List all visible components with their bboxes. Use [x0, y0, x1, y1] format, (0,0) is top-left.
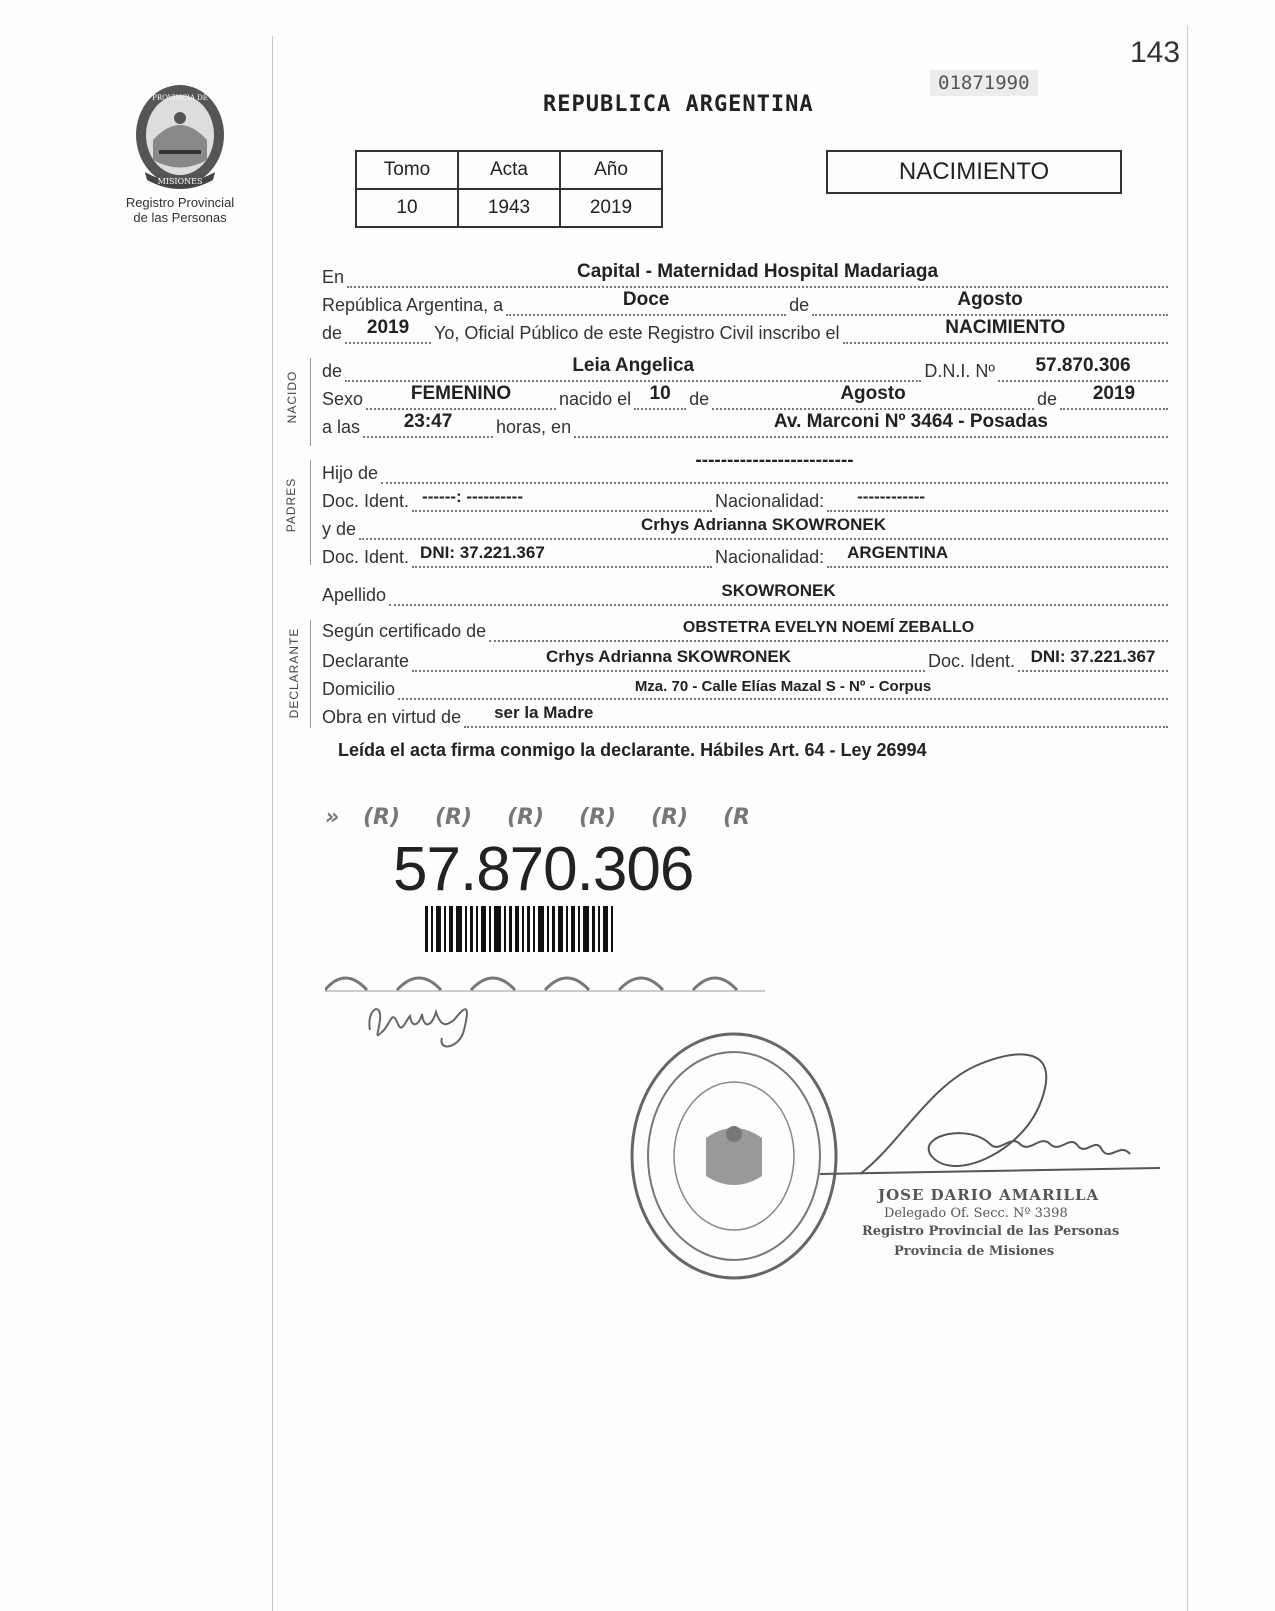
sexo-value: FEMENINO [410, 383, 512, 404]
record-table-value-row [356, 189, 662, 227]
provincial-shield-icon [125, 80, 235, 190]
svg-text:»: » [325, 805, 340, 830]
apellido-label: Apellido [322, 585, 387, 605]
security-pattern-top [325, 800, 765, 830]
en-label: En [322, 267, 345, 287]
official-role: Delegado Of. Secc. Nº 3398 [884, 1206, 1068, 1221]
birth-year-value: 2019 [1092, 383, 1136, 404]
oficial-text: Yo, Oficial Público de este Registro Civil inscribo el [434, 323, 840, 343]
record-value-tomo: 10 [356, 189, 458, 227]
record-type-box: NACIMIENTO [826, 150, 1122, 194]
en-field [347, 261, 1168, 288]
section-label-nacido: NACIDO [285, 370, 299, 424]
serial-stamp: 01871990 [930, 70, 1038, 96]
obra-value: ser la Madre [494, 703, 594, 722]
form-line-year [322, 317, 1171, 344]
form-line-doc1 [322, 488, 1171, 512]
doc2-value: DNI: 37.221.367 [420, 543, 545, 562]
place-value: Av. Marconi Nº 3464 - Posadas [773, 411, 1048, 432]
apellido-value: SKOWRONEK [721, 581, 836, 600]
svg-text:(R): (R) [435, 805, 473, 830]
hijo-de-label: Hijo de [322, 463, 379, 483]
nac1-label: Nacionalidad: [715, 491, 825, 511]
page-number: 143 [1130, 36, 1181, 69]
birth-year-field [1060, 383, 1168, 410]
left-margin-line [272, 36, 273, 1611]
security-pattern-bottom [325, 962, 765, 992]
form-line-hora [322, 411, 1171, 438]
form-line-declarante [322, 648, 1171, 672]
month-field [812, 289, 1168, 316]
form-line-nombre [322, 355, 1171, 382]
doc2-field [412, 543, 712, 568]
declarante-field [412, 647, 925, 672]
dni-field [998, 355, 1168, 382]
nac2-label: Nacionalidad: [715, 547, 825, 567]
country-title: REPUBLICA ARGENTINA [543, 92, 814, 117]
svg-text:(R): (R) [363, 805, 401, 830]
dni-value: 57.870.306 [1035, 355, 1131, 376]
official-office: Registro Provincial de las Personas [862, 1224, 1120, 1239]
official-province: Provincia de Misiones [894, 1244, 1055, 1259]
barcode-icon [425, 906, 765, 952]
declarante-doc-label: Doc. Ident. [927, 651, 1015, 671]
svg-text:(R: (R [723, 805, 750, 830]
certificado-value: OBSTETRA EVELYN NOEMÍ ZEBALLO [682, 619, 975, 636]
certificado-field [489, 620, 1168, 642]
registered-mark-pattern-icon [325, 800, 765, 830]
obra-field [464, 703, 1168, 728]
nac1-value: ------------ [857, 487, 926, 506]
form-line-republica [322, 289, 1171, 316]
padres-bracket [310, 460, 311, 565]
svg-text:(R): (R) [507, 805, 545, 830]
registry-label-line2: de las Personas [133, 210, 227, 225]
day-value: Doce [622, 289, 670, 310]
birth-month-value: Agosto [840, 383, 906, 404]
nombre-label: de [322, 361, 343, 381]
inscribo-value: NACIMIENTO [945, 317, 1066, 338]
doc1-value: ------: ---------- [422, 487, 524, 506]
nombre-field [345, 355, 921, 382]
declarante-bracket [310, 620, 311, 728]
record-header-tomo: Tomo [356, 151, 458, 189]
birth-de-label: de [689, 389, 710, 409]
year-value: 2019 [366, 317, 410, 338]
birth-day-field [634, 383, 686, 410]
form-line-apellido [322, 582, 1171, 606]
nac2-value: ARGENTINA [847, 543, 949, 562]
dni-large-number: 57.870.306 [393, 835, 694, 904]
hora-field [363, 411, 493, 438]
domicilio-field [398, 678, 1168, 700]
hora-value: 23:47 [403, 411, 453, 432]
declarant-signature-icon [362, 990, 492, 1060]
official-name: JOSE DARIO AMARILLA [878, 1186, 1100, 1204]
month-value: Agosto [957, 289, 1023, 310]
svg-text:PROVINCIA DE: PROVINCIA DE [152, 94, 208, 102]
form-line-en [322, 261, 1171, 288]
section-label-padres: PADRES [284, 477, 298, 533]
de-label: de [789, 295, 810, 315]
nacido-label: nacido el [559, 389, 632, 409]
birth-month-field [712, 383, 1034, 410]
declarante-value: Crhys Adrianna SKOWRONEK [546, 647, 791, 666]
form-line-domicilio [322, 676, 1171, 700]
y-de-field [359, 515, 1168, 540]
dni-sticker [325, 800, 765, 992]
form-line-hijo-de [322, 450, 1171, 484]
record-table [355, 150, 663, 228]
republica-label: República Argentina, a [322, 295, 504, 315]
fingerprint-pattern-icon [325, 962, 765, 992]
record-value-acta: 1943 [458, 189, 560, 227]
certificado-label: Según certificado de [322, 621, 487, 641]
declarante-label: Declarante [322, 651, 410, 671]
hijo-de-value: ------------------------- [695, 450, 854, 471]
doc2-label: Doc. Ident. [322, 547, 410, 567]
day-field [506, 289, 786, 316]
form-line-sexo [322, 383, 1171, 410]
horas-label: horas, en [496, 417, 572, 437]
registry-logo [110, 80, 250, 225]
y-de-label: y de [322, 519, 357, 539]
record-header-acta: Acta [458, 151, 560, 189]
nombre-value: Leia Angelica [572, 355, 695, 376]
apellido-field [389, 581, 1168, 606]
domicilio-value: Mza. 70 - Calle Elías Mazal S - Nº - Corpus [634, 678, 932, 695]
nac2-field [827, 543, 1168, 568]
year-field [345, 317, 431, 344]
section-label-declarante: DECLARANTE [287, 627, 301, 719]
form-line-doc2 [322, 544, 1171, 568]
svg-text:MISIONES: MISIONES [157, 177, 203, 186]
sexo-label: Sexo [322, 389, 364, 409]
birth-de2-label: de [1036, 389, 1057, 409]
nac1-field [827, 487, 1168, 512]
sexo-field [366, 383, 556, 410]
closing-statement: Leída el acta firma conmigo la declarante. Hábiles Art. 64 - Ley 26994 [338, 740, 927, 760]
en-value: Capital - Maternidad Hospital Madariaga [576, 261, 939, 282]
record-table-header-row [356, 151, 662, 189]
place-field [574, 411, 1168, 438]
hora-label: a las [322, 417, 361, 437]
right-margin-line [1187, 26, 1188, 1611]
registry-label-line1: Registro Provincial [125, 195, 235, 210]
doc1-field [412, 487, 712, 512]
declarante-doc-value: DNI: 37.221.367 [1030, 647, 1156, 666]
hijo-de-field [381, 450, 1168, 484]
obra-label: Obra en virtud de [322, 707, 462, 727]
form-line-y-de [322, 516, 1171, 540]
domicilio-label: Domicilio [322, 679, 396, 699]
record-header-anio: Año [560, 151, 662, 189]
doc1-label: Doc. Ident. [322, 491, 410, 511]
dni-label: D.N.I. Nº [924, 361, 995, 381]
year-de-label: de [322, 323, 343, 343]
declarante-doc-field [1018, 647, 1168, 672]
birth-day-value: 10 [649, 383, 671, 404]
form-line-certificado [322, 618, 1171, 642]
svg-text:(R): (R) [579, 805, 617, 830]
inscribo-field [843, 317, 1168, 344]
record-value-anio: 2019 [560, 189, 662, 227]
svg-text:(R): (R) [651, 805, 689, 830]
form-line-obra [322, 704, 1171, 728]
official-seal-icon [624, 1026, 844, 1286]
nacido-bracket [310, 358, 311, 446]
y-de-value: Crhys Adrianna SKOWRONEK [641, 515, 886, 534]
